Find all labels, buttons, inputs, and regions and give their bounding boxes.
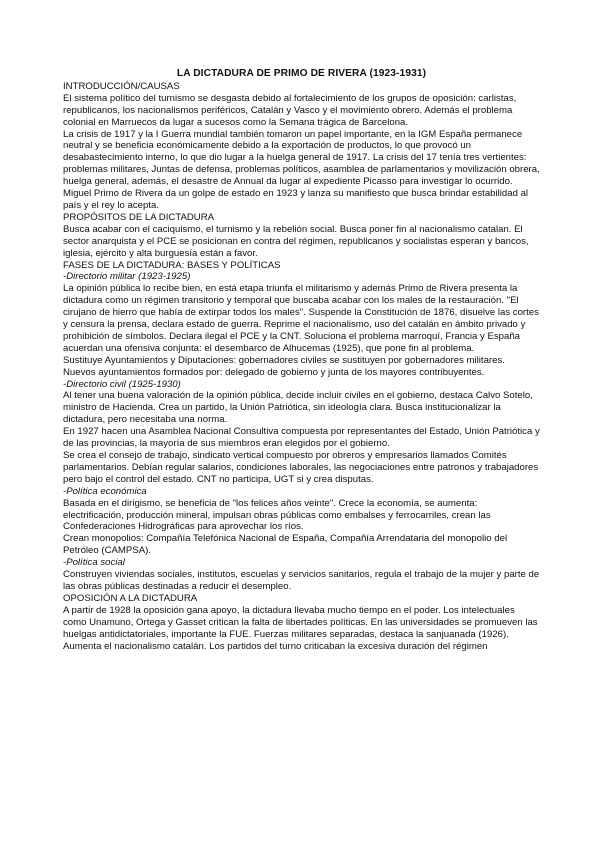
- section-heading: INTRODUCCIÓN/CAUSAS: [63, 80, 180, 92]
- paragraph: Sustituye Ayuntamientos y Diputaciones: gobernadores civiles se sustituyen por gobernadores militares. Nuevos ayuntamientos formados por: delegado de gobierno y junta de los mayores contribuyentes.: [63, 354, 505, 378]
- paragraph: La crisis de 1917 y la I Guerra mundial también tomaron un papel importante, en la IGM España permanece neutral y se beneficia económicamente debido a la exportación de productos, lo que provocó un desabastecimiento interno, lo que dio lugar a la huelga general de 1917. La crisis del 17 tenía tres vertientes: problemas militares, Juntas de defensa, problemas políticos, asamblea de parlamentarios y movilización obrera, huelga general, además, el desastre de Annual da lugar al expediente Picasso para investigar lo ocurrido. Miguel Primo de Rivera da un golpe de estado en 1923 y lanza su manifiesto que busca brindar estabilidad al país y el rey lo acepta.: [63, 128, 540, 211]
- section-heading: FASES DE LA DICTADURA: BASES Y POLÍTICAS: [63, 259, 281, 271]
- subsection-heading: -Directorio civil (1925-1930): [63, 378, 181, 390]
- paragraph: A partir de 1928 la oposición gana apoyo, la dictadura llevaba mucho tiempo en el poder. Los intelectuales como Unamuno, Ortega y Gasset critican la falta de libertades políticas. En las universidades se promueven las huelgas antidictatoriales, importante la FUE. Fuerzas militares separadas, destaca la sanjuanada (1926). Aumenta el nacionalismo catalán. Los partidos del turno criticaban la excesiva duración del régimen: [63, 604, 538, 652]
- paragraph: Al tener una buena valoración de la opinión pública, decide incluir civiles en el gobierno, destaca Calvo Sotelo, ministro de Hacienda. Crea un partido, la Unión Patriótica, sin ideología clara. Busca institucionalizar la dictadura, pero necesitaba una norma.: [63, 390, 533, 426]
- section-heading: PROPÓSITOS DE LA DICTADURA: [63, 211, 215, 223]
- document-title: LA DICTADURA DE PRIMO DE RIVERA (1923-1931): [176, 68, 427, 79]
- paragraph: Crean monopolios: Compañía Telefónica Nacional de España, Compañía Arrendataria del monopolio del Petróleo (CAMPSA).: [63, 533, 508, 557]
- paragraph: Construyen viviendas sociales, institutos, escuelas y servicios sanitarios, regula el trabajo de la mujer y parte de las obras públicas destinadas a reducir el desempleo.: [63, 569, 540, 592]
- paragraph: El sistema político del turnismo se desgasta debido al fortalecimiento de los grupos de oposición: carlistas, republicanos, los nacionalismos periféricos, Catalán y Vasco y el movimiento obrero. Además el problema colonial en Marruecos da lugar a sucesos como la Semana trágica de Barcelona.: [63, 92, 517, 128]
- section-heading: OPOSICIÓN A LA DICTADURA: [63, 592, 198, 604]
- paragraph: Se crea el consejo de trabajo, sindicato vertical compuesto por obreros y empresarios llamados Comités parlamentarios. Debían regular salarios, condiciones laborales, las negociaciones entre patronos y trabajadores pero bajo el control del estado. CNT no participa, UGT si y crea disputas.: [63, 450, 539, 485]
- paragraph: Busca acabar con el caciquismo, el turnismo y la rebelión social. Busca poner fin al nacionalismo catalan. El sector anarquista y el PCE se posicionan en contra del régimen, republicanos y socialistas esperan y bancos, iglesia, ejército y alta burguesía están a favor.: [63, 223, 529, 259]
- paragraph: Basada en el dirigismo, se beneficia de "los felices años veinte". Crece la economía, se aumenta: electrificación, producción mineral, impulsan obras públicas como embalses y ferrocarriles, crean las Confederaciones Hidrográficas para aprovechar los ríos.: [63, 497, 491, 533]
- paragraph: En 1927 hacen una Asamblea Nacional Consultiva compuesta por representantes del Estado, Unión Patriótica y de las provincias, la mayoría de sus miembros eran elegidos por el gobierno.: [63, 426, 540, 450]
- subsection-heading: -Política social: [63, 557, 125, 569]
- paragraph: La opinión pública lo recibe bien, en está etapa triunfa el militarismo y además Primo de Rivera presenta la dictadura como un régimen transitorio y temporal que buscaba acabar con los males de la restauración. "El cirujano de hierro que había de extirpar todos los males". Suspende la Constitución de 1876, disuelve las cortes y censura la prensa, declara estado de guerra. Reprime el nacionalismo, uso del catalán en ámbito privado y prohibición de símbolos. Declara ilegal el PCE y la CNT. Soluciona el problema marroquí, Francia y España acuerdan una ofensiva conjunta: el desembarco de Alhucemas (1925), que pone fin al problema.: [63, 283, 539, 354]
- subsection-heading: -Directorio militar (1923-1925): [63, 271, 191, 283]
- subsection-heading: -Política económica: [63, 485, 147, 497]
